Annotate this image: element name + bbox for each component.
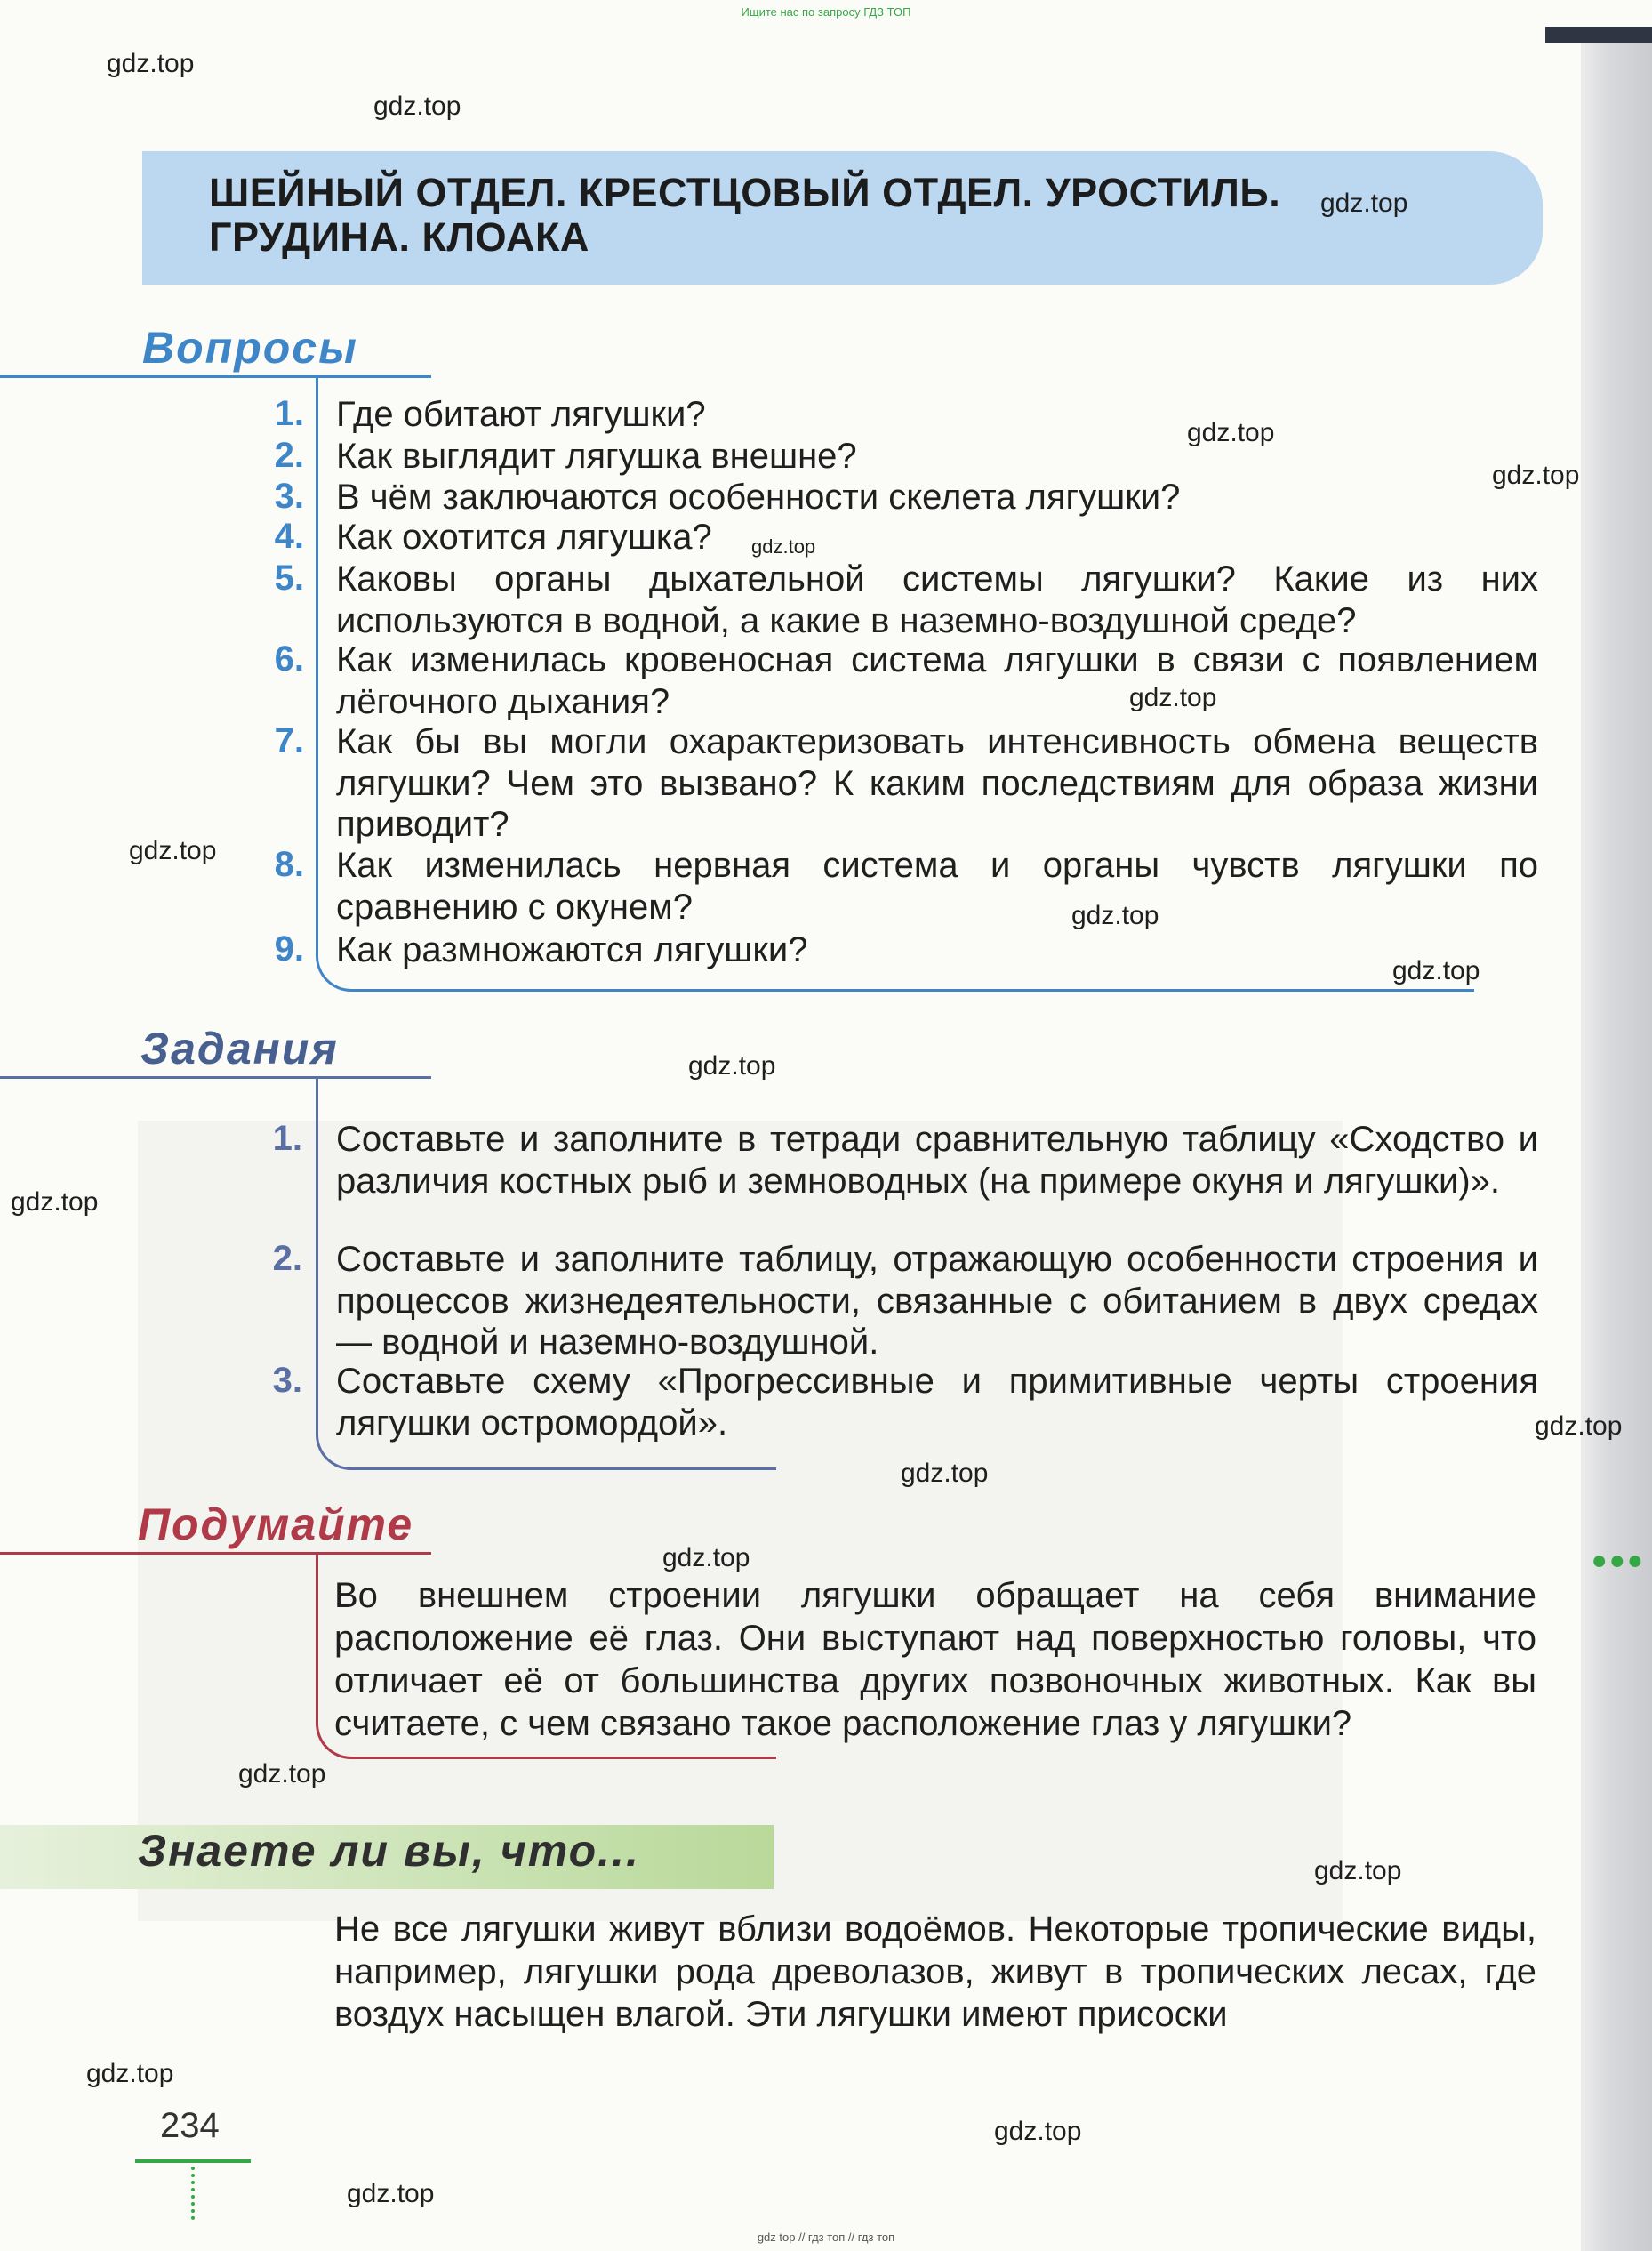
task-number: 3. (272, 1361, 302, 1400)
title-line-1: ШЕЙНЫЙ ОТДЕЛ. КРЕСТЦОВЫЙ ОТДЕЛ. УРОСТИЛЬ. (209, 170, 1281, 215)
watermark: gdz.top (373, 92, 461, 121)
question-number: 3. (274, 477, 304, 516)
tasks-heading: Задания (140, 1024, 339, 1073)
side-dots: ●●● (1591, 1546, 1645, 1575)
title-line-2: ГРУДИНА. КЛОАКА (209, 214, 589, 260)
question-number: 7. (274, 721, 304, 760)
question-number: 4. (274, 517, 304, 556)
bottom-note: gdz top // гдз топ // гдз топ (757, 2231, 895, 2244)
watermark: gdz.top (1071, 901, 1159, 930)
question-number: 8. (274, 845, 304, 884)
page-edge-shadow (1581, 27, 1652, 2251)
watermark: gdz.top (1320, 189, 1408, 218)
task-number: 1. (272, 1119, 302, 1158)
question-text: Как бы вы могли охарактеризовать интенсивность обмена веществ лягушки? Чем это вызвано? К каким последствиям для образа жизни приводит? (336, 722, 1538, 844)
watermark: gdz.top (86, 2059, 174, 2088)
think-text: Во внешнем строении лягушки обращает на себя внимание расположение её глаз. Они выступают над поверхностью головы, что отличает её от большинства других позвоночных животных. Как вы считаете, с чем связано такое расположение глаз у лягушки? (334, 1576, 1536, 1743)
question-number: 6. (274, 639, 304, 679)
think-heading: Подумайте (138, 1499, 414, 1549)
watermark: gdz.top (662, 1543, 750, 1572)
watermark: gdz.top (994, 2117, 1082, 2146)
know-heading: Знаете ли вы, что... (138, 1826, 640, 1876)
question-text: Каковы органы дыхательной системы лягушки? Какие из них используются в водной, а какие в наземно-воздушной среде? (336, 559, 1538, 640)
question-text: Как изменилась кровеносная система лягушки в связи с появлением лёгочного дыхания? (336, 640, 1538, 721)
question-text: Как размножаются лягушки? (336, 930, 808, 969)
watermark: gdz.top (1392, 956, 1480, 985)
task-text: Составьте и заполните таблицу, отражающую особенности строения и процессов жизнедеятельности, связанные с обитанием в двух средах — водной и наземно-воздушной. (336, 1240, 1538, 1362)
question-number: 5. (274, 559, 304, 598)
question-number: 1. (274, 394, 304, 433)
question-text: Как охотится лягушка? (336, 518, 712, 557)
task-number: 2. (272, 1239, 302, 1278)
know-text: Не все лягушки живут вблизи водоёмов. Некоторые тропические виды, например, лягушки рода древолазов, живут в тропических лесах, где воздух насыщен влагой. Эти лягушки имеют присоски (334, 1909, 1536, 2034)
watermark: gdz.top (1535, 1411, 1623, 1441)
task-text: Составьте схему «Прогрессивные и примитивные черты строения лягушки остромордой». (336, 1362, 1538, 1443)
questions-heading: Вопросы (142, 323, 358, 373)
page-title (209, 171, 1418, 260)
watermark: gdz.top (347, 2179, 435, 2208)
watermark: gdz.top (1314, 1856, 1402, 1885)
watermark: gdz.top (1187, 418, 1275, 447)
task-text: Составьте и заполните в тетради сравнительную таблицу «Сходство и различия костных рыб и земноводных (на примере окуня и лягушки)». (336, 1120, 1538, 1201)
question-text: Как выглядит лягушка внешне? (336, 437, 857, 476)
watermark: gdz.top (901, 1459, 989, 1488)
question-number: 2. (274, 436, 304, 475)
question-text: Где обитают лягушки? (336, 395, 706, 434)
watermark: gdz.top (238, 1759, 326, 1789)
page-number-rule (135, 2159, 251, 2163)
question-text: В чём заключаются особенности скелета лягушки? (336, 478, 1181, 517)
question-text: Как изменилась нервная система и органы чувств лягушки по сравнению с окунем? (336, 846, 1538, 927)
watermark: gdz.top (751, 535, 816, 558)
page-number: 234 (160, 2106, 220, 2145)
top-note: Ищите нас по запросу ГДЗ ТОП (741, 5, 911, 19)
watermark: gdz.top (1129, 683, 1217, 712)
question-number: 9. (274, 929, 304, 969)
watermark: gdz.top (129, 836, 217, 865)
page-number-dots (191, 2167, 195, 2220)
watermark: gdz.top (1492, 461, 1580, 490)
watermark: gdz.top (688, 1051, 776, 1081)
page-edge-top (1545, 27, 1652, 43)
watermark: gdz.top (107, 49, 195, 78)
watermark: gdz.top (11, 1187, 99, 1217)
